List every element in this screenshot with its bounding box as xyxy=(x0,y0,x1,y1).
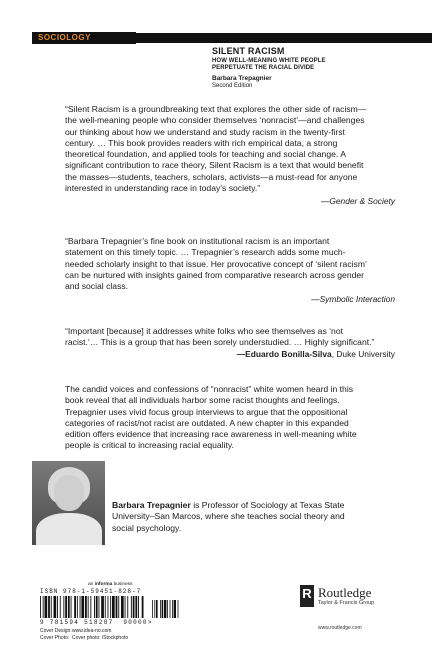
review-quote-2 xyxy=(65,236,395,306)
barcode-bar xyxy=(77,596,78,618)
barcode-bar xyxy=(178,600,179,618)
barcode-digits: 9 781594 518287 xyxy=(40,619,114,626)
barcode-bar xyxy=(81,596,84,618)
barcode-bar xyxy=(121,596,124,618)
barcode-bar xyxy=(133,596,135,618)
quote-source-affiliation: , Duke University xyxy=(331,348,395,359)
barcode-bar xyxy=(156,600,158,618)
book-subtitle-line1: HOW WELL-MEANING WHITE PEOPLE xyxy=(212,58,326,64)
book-edition: Second Edition xyxy=(212,83,253,89)
publisher-website: www.routledge.com xyxy=(318,625,362,631)
publisher-group: Taylor & Francis Group xyxy=(318,600,375,606)
cover-photo-value: Cover photo: iStockphoto xyxy=(72,635,129,641)
cover-credits xyxy=(40,628,128,642)
quote-line: the masses—students, teachers, scholars, activists—a must-read for anyone xyxy=(65,171,358,182)
barcode-bar xyxy=(57,596,58,618)
barcode-bar xyxy=(172,600,173,618)
description-line: book reveal that all individuals harbor some racist thoughts and feelings. xyxy=(65,395,340,406)
barcode-bar xyxy=(118,596,119,618)
cover-design-label: Cover Design: xyxy=(40,628,72,634)
description-line: edition offers evidence that increasing race awareness in well-meaning white xyxy=(65,429,357,440)
quote-source: —Symbolic Interaction xyxy=(311,294,395,305)
quote-source xyxy=(65,349,395,360)
barcode-bar xyxy=(45,596,48,618)
barcode-bar xyxy=(94,596,95,618)
barcode-bar xyxy=(167,600,168,618)
quote-line: the well-meaning people who consider themselves ‘nonracist’—and challenges xyxy=(65,115,365,126)
barcode-bar xyxy=(135,596,137,618)
barcode-bar xyxy=(160,600,161,618)
barcode-bar xyxy=(108,596,109,618)
barcode-bar xyxy=(96,596,98,618)
description-line: categories of racist/not racist are outdated. A new chapter in this expanded xyxy=(65,417,349,428)
quote-line: “Barbara Trepagnier’s fine book on institutional racism is an important xyxy=(65,236,330,246)
quote-line: century. … This book provides readers with rich empirical data, a strong xyxy=(65,137,338,148)
photo-shoulders xyxy=(36,513,102,545)
barcode-bar xyxy=(43,596,44,618)
barcode-bar xyxy=(88,596,89,618)
category-label: SOCIOLOGY xyxy=(32,32,136,44)
price-code: 90000> xyxy=(123,619,153,626)
barcode-bar xyxy=(170,600,171,618)
bio-line: University–San Marcos, where she teaches social theory and xyxy=(112,511,345,522)
bio-text: is Professor of Sociology at Texas State xyxy=(190,500,345,510)
author-photo xyxy=(32,461,105,545)
informa-note xyxy=(88,582,133,587)
barcode-bar xyxy=(85,596,87,618)
quote-line: significant contribution to race theory, Silent Racism is a text that would benefit xyxy=(65,160,364,171)
barcode-bar xyxy=(101,596,104,618)
barcode-bar xyxy=(54,596,57,618)
quote-line: statement on this timely topic. … Trepagnier’s research adds some much- xyxy=(65,247,346,258)
quote-line: our thinking about how we understand and study racism in the twenty-first xyxy=(65,126,345,137)
informa-suffix: business xyxy=(112,582,133,587)
barcode-bar xyxy=(63,596,64,618)
barcode-bar xyxy=(60,596,61,618)
book-author: Barbara Trepagnier xyxy=(212,75,272,82)
quote-source-name: —Eduardo Bonilla-Silva xyxy=(236,348,332,359)
quote-line: needed scholarly insight to that issue. Her provocative concept of ‘silent racism’ xyxy=(65,258,367,269)
quote-line: and social class. xyxy=(65,281,129,292)
barcode-bar xyxy=(112,596,115,618)
quote-line: “Important [because] it addresses white folks who see themselves as ‘not xyxy=(65,326,344,336)
book-title: SILENT RACISM xyxy=(212,46,285,56)
barcode-bar xyxy=(51,596,52,618)
quote-line: racist.’… This is a group that has been sorely understudied. … Highly significant.” xyxy=(65,337,375,348)
barcode-bar xyxy=(125,596,126,618)
barcode-bar xyxy=(74,596,76,618)
barcode-bar xyxy=(48,596,50,618)
informa-prefix: an xyxy=(88,582,95,587)
photo-face xyxy=(54,475,84,511)
quote-line: can be nurtured with insights gained from comparative research across gender xyxy=(65,269,365,280)
barcode-bar xyxy=(152,600,153,618)
bio-line: social psychology. xyxy=(112,522,182,533)
barcode-bar xyxy=(162,600,164,618)
description-line: people is critical to increasing racial equality. xyxy=(65,440,234,451)
barcode-bar xyxy=(164,600,166,618)
barcode-bar xyxy=(174,600,176,618)
cover-design-value: www.idea-no.com xyxy=(72,628,112,634)
isbn-text: ISBN 978-1-59451-828-7 xyxy=(40,588,142,595)
barcode-bar xyxy=(65,596,67,618)
author-bio xyxy=(112,500,412,534)
barcode-bar xyxy=(142,596,144,618)
barcode-bar xyxy=(71,596,72,618)
description-line: The candid voices and confessions of “nonracist” white women heard in this xyxy=(65,384,354,394)
quote-line: interested in understanding race in today’s society.” xyxy=(65,183,261,194)
publisher-name: Routledge xyxy=(318,585,372,600)
review-quote-1 xyxy=(65,104,395,208)
barcode-bar xyxy=(131,596,132,618)
book-description xyxy=(65,384,395,452)
barcode-bar xyxy=(154,600,155,618)
cover-photo-label: Cover Photo: xyxy=(40,635,70,641)
quote-source: —Gender & Society xyxy=(320,196,395,207)
book-subtitle-line2: PERPETUATE THE RACIAL DIVIDE xyxy=(212,65,315,71)
title-block xyxy=(212,46,412,90)
informa-brand: informa xyxy=(94,582,113,587)
barcode-bar xyxy=(116,596,118,618)
barcode-bar xyxy=(68,596,70,618)
barcode-graphic xyxy=(40,596,190,618)
quote-line: theoretical foundation, and applied tools for teaching and social change. A xyxy=(65,149,346,160)
barcode-bar xyxy=(90,596,91,618)
routledge-logo-icon: R xyxy=(300,585,314,607)
barcode-number xyxy=(40,619,153,626)
quote-line: “Silent Racism is a groundbreaking text that explores the other side of racism— xyxy=(65,104,367,114)
bio-name: Barbara Trepagnier xyxy=(112,500,191,510)
barcode-bar xyxy=(127,596,128,618)
bio-line xyxy=(112,500,412,511)
publisher-logo xyxy=(300,585,412,615)
description-line: Trepagnier uses vivid focus group interviews to argue that the oppositional xyxy=(65,406,348,417)
barcode-bar xyxy=(138,596,139,618)
barcode-bar xyxy=(40,596,41,618)
barcode-bar xyxy=(99,596,100,618)
review-quote-3 xyxy=(65,326,395,360)
barcode-bar xyxy=(80,596,81,618)
barcode-bar xyxy=(105,596,106,618)
barcode-bar xyxy=(110,596,111,618)
